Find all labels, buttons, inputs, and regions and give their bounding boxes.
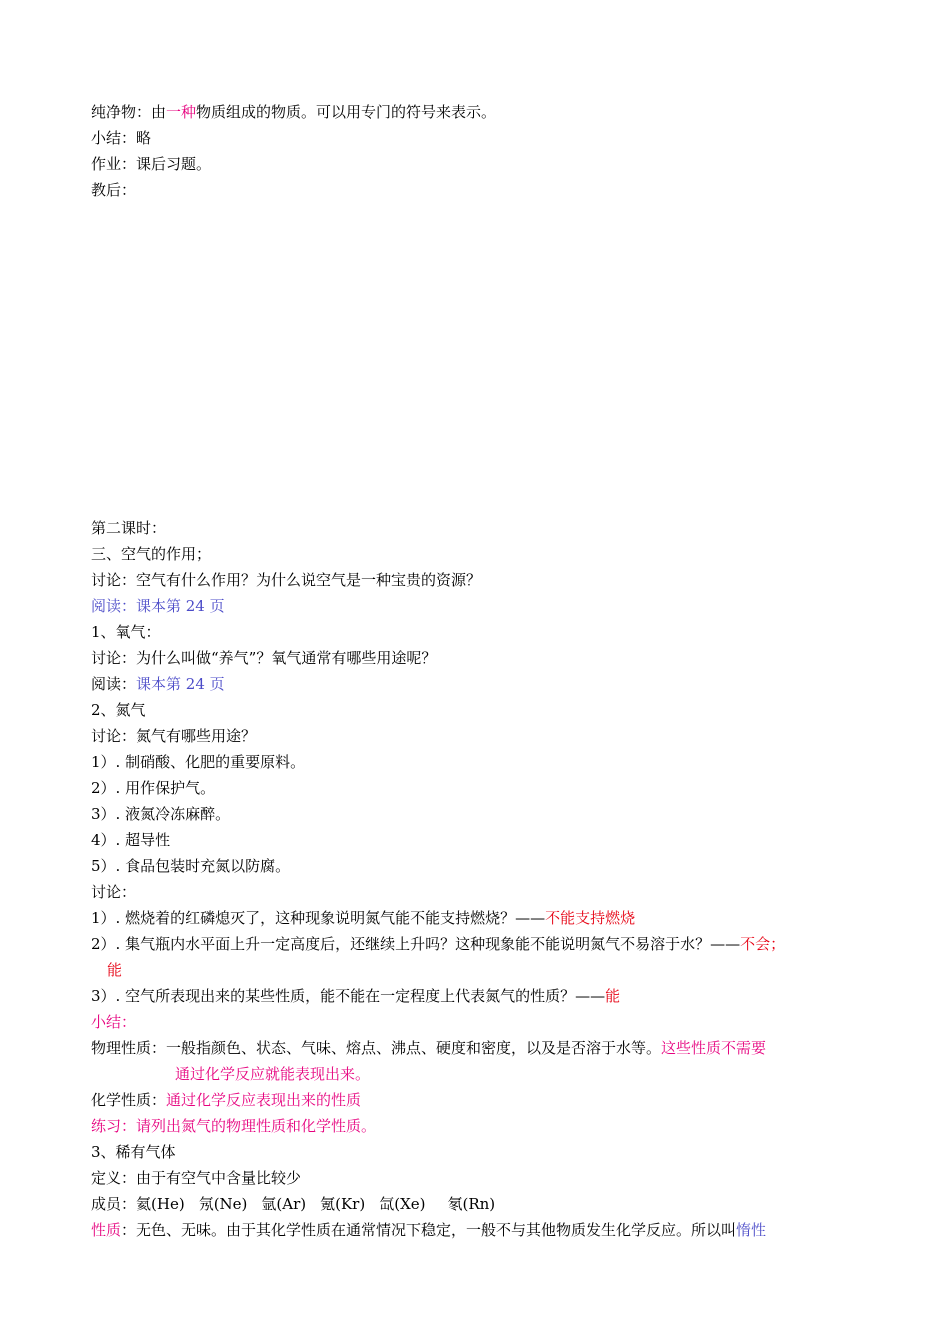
noble-gas-heading: 3、稀有气体	[91, 1143, 176, 1161]
nitrogen-heading: 2、氮气	[91, 701, 146, 719]
noble-gas-members	[91, 1194, 495, 1214]
question-answer: 不会；	[740, 935, 786, 953]
member-item: 氦(He)	[136, 1195, 185, 1213]
after-teaching-line: 教后：	[91, 181, 137, 199]
reading-value: 课本第 24 页	[136, 675, 225, 693]
reading-label: 阅读：	[91, 675, 137, 693]
pure-substance-highlight: 一种	[166, 103, 197, 121]
property-text: ：无色、无味。由于其化学性质在通常情况下稳定，一般不与其他物质发生化学反应。所以叫	[121, 1221, 737, 1239]
question-text: 2）. 集气瓶内水平面上升一定高度后，还继续上升吗？这种现象能不能说明氮气不易溶于水？——	[91, 935, 741, 953]
oxygen-discussion: 讨论：为什么叫做“养气”？氧气通常有哪些用途呢？	[91, 649, 437, 667]
physical-property-label: 物理性质：	[91, 1039, 167, 1057]
homework-line: 作业：课后习题。	[91, 155, 212, 173]
chemical-property-text: 通过化学反应表现出来的性质	[166, 1091, 362, 1109]
question-2	[91, 934, 785, 954]
question-text: 1）. 燃烧着的红磷熄灭了，这种现象说明氮气能不能支持燃烧？——	[91, 909, 546, 927]
physical-property-note-continued: 通过化学反应就能表现出来。	[175, 1065, 371, 1083]
pure-substance-label: 纯净物：由	[91, 103, 167, 121]
member-item: 氪(Kr)	[320, 1195, 366, 1213]
pure-substance-line	[91, 102, 496, 122]
summary-line: 小结：略	[91, 129, 152, 147]
question-text: 3）. 空气所表现出来的某些性质，能不能在一定程度上代表氮气的性质？——	[91, 987, 606, 1005]
discussion-line: 讨论：空气有什么作用？为什么说空气是一种宝贵的资源？	[91, 571, 482, 589]
summary-label: 小结：	[91, 1013, 137, 1031]
member-item: 氩(Ar)	[261, 1195, 307, 1213]
nitrogen-use-item: 3）. 液氮冷冻麻醉。	[91, 805, 231, 823]
nitrogen-discussion: 讨论：氮气有哪些用途？	[91, 727, 257, 745]
member-item: 氡(Rn)	[447, 1195, 496, 1213]
question-3	[91, 986, 620, 1006]
discussion-label: 讨论：	[91, 883, 137, 901]
nitrogen-use-item: 1）. 制硝酸、化肥的重要原料。	[91, 753, 306, 771]
oxygen-heading: 1、氧气：	[91, 623, 161, 641]
question-answer: 能	[605, 987, 621, 1005]
member-item: 氙(Xe)	[379, 1195, 426, 1213]
reading-line: 阅读：课本第 24 页	[91, 597, 225, 615]
property-tail: 惰性	[736, 1221, 767, 1239]
member-item: 氖(Ne)	[198, 1195, 248, 1213]
noble-gas-definition: 定义：由于有空气中含量比较少	[91, 1169, 302, 1187]
nitrogen-use-item: 2）. 用作保护气。	[91, 779, 216, 797]
nitrogen-use-item: 5）. 食品包装时充氮以防腐。	[91, 857, 291, 875]
chemical-property-line	[91, 1090, 361, 1110]
exercise-line: 练习：请列出氮气的物理性质和化学性质。	[91, 1117, 377, 1135]
physical-property-text: 一般指颜色、状态、气味、熔点、沸点、硬度和密度，以及是否溶于水等。	[166, 1039, 662, 1057]
period-heading: 第二课时：	[91, 519, 167, 537]
physical-property-line	[91, 1038, 766, 1058]
section-heading: 三、空气的作用；	[91, 545, 212, 563]
noble-gas-property	[91, 1220, 766, 1240]
nitrogen-use-item: 4）. 超导性	[91, 831, 171, 849]
physical-property-note: 这些性质不需要	[661, 1039, 767, 1057]
question-1	[91, 908, 635, 928]
question-answer: 不能支持燃烧	[545, 909, 636, 927]
chemical-property-label: 化学性质：	[91, 1091, 167, 1109]
members-label: 成员：	[91, 1195, 137, 1213]
pure-substance-text: 物质组成的物质。可以用专门的符号来表示。	[196, 103, 497, 121]
question-2-answer-continued: 能	[107, 961, 123, 979]
oxygen-reading	[91, 674, 225, 694]
property-label: 性质	[91, 1221, 122, 1239]
